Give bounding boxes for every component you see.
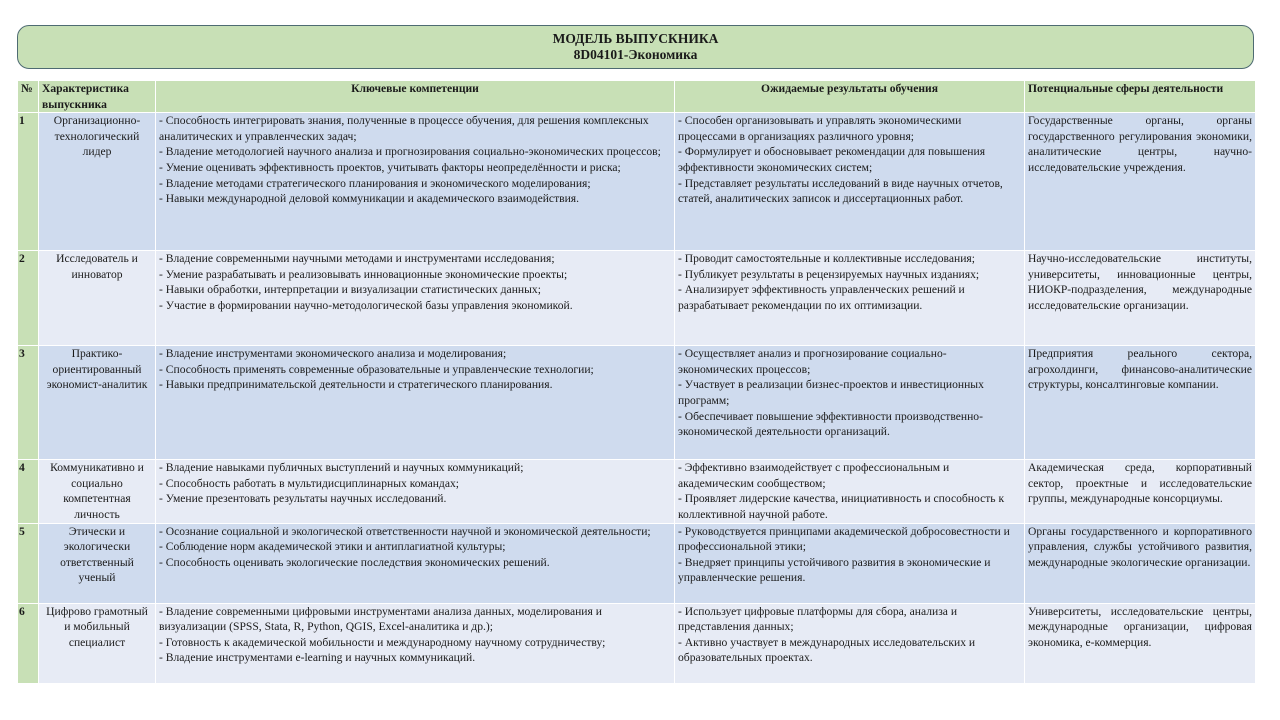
key-competencies: [156, 346, 675, 460]
graduate-characteristic: Коммуникативно и социально компетентная личность: [39, 460, 156, 523]
graduate-characteristic: Этически и экологически ответственный ученый: [39, 523, 156, 603]
table-row: [18, 113, 1256, 251]
header-spheres: Потенциальные сферы деятельности: [1025, 81, 1256, 113]
competency-item: - Владение современными цифровыми инструментами анализа данных, моделирования и визуализации (SPSS, Stata, R, Python, QGIS, Excel-аналитика и др.);: [159, 604, 602, 634]
result-item: - Осуществляет анализ и прогнозирование социально-экономических процессов;: [678, 347, 947, 376]
competency-item: - Умение оценивать эффективность проектов, учитывать факторы неопределённости и риска;: [159, 160, 621, 174]
competency-item: - Соблюдение норм академической этики и антиплагиатной культуры;: [159, 540, 506, 554]
competency-item: - Осознание социальной и экологической ответственности научной и экономической деятельности;: [159, 524, 651, 538]
key-competencies: [156, 251, 675, 346]
activity-spheres: Университеты, исследовательские центры, международные организации, цифровая экономика, е-коммерция.: [1025, 603, 1256, 683]
competency-item: - Владение инструментами экономического анализа и моделирования;: [159, 347, 507, 361]
result-item: - Внедряет принципы устойчивого развития в экономические и управленческие решения.: [678, 555, 991, 585]
result-item: - Представляет результаты исследований в виде научных отчетов, статей, аналитических записок и диссертационных работ.: [678, 176, 1003, 206]
row-number: 1: [18, 113, 39, 251]
slide-title: МОДЕЛЬ ВЫПУСКНИКА: [552, 31, 719, 46]
activity-spheres: Государственные органы, органы государственного регулирования экономики, аналитические центры, научно-исследовательские учреждения.: [1025, 113, 1256, 251]
competency-item: - Владение современными научными методами и инструментами исследования;: [159, 252, 555, 266]
program-code: 8D04101-Экономика: [573, 47, 698, 62]
result-item: - Публикует результаты в рецензируемых научных изданиях;: [678, 267, 980, 281]
table-header-row: [18, 81, 1256, 113]
header-characteristic: Характеристика выпускника: [39, 81, 156, 113]
competency-item: - Способность работать в мультидисциплинарных командах;: [159, 476, 459, 490]
result-item: - Руководствуется принципами академической добросовестности и профессиональной этики;: [678, 524, 1010, 554]
competency-item: - Готовность к академической мобильности и международному научному сотрудничеству;: [159, 635, 606, 649]
competency-item: - Умение презентовать результаты научных исследований.: [159, 492, 447, 506]
graduate-characteristic: Организационно-технологический лидер: [39, 113, 156, 251]
row-number: 4: [18, 460, 39, 523]
competency-item: - Навыки международной деловой коммуникации и академического взаимодействия.: [159, 192, 580, 206]
graduate-model-table: [17, 80, 1256, 684]
header-competencies: Ключевые компетенции: [156, 81, 675, 113]
expected-results: [675, 251, 1025, 346]
competency-item: - Владение инструментами e-learning и научных коммуникаций.: [159, 651, 476, 665]
competency-item: - Владение методологией научного анализа и прогнозирования социально-экономических процессов;: [159, 145, 661, 159]
expected-results: [675, 346, 1025, 460]
result-item: - Активно участвует в международных исследовательских и образовательных проектах.: [678, 635, 976, 665]
expected-results: [675, 460, 1025, 523]
competency-item: - Навыки предпринимательской деятельности и стратегического планирования.: [159, 378, 553, 392]
result-item: - Участвует в реализации бизнес-проектов и инвестиционных программ;: [678, 378, 984, 407]
key-competencies: [156, 603, 675, 683]
header-results: Ожидаемые результаты обучения: [675, 81, 1025, 113]
slide-title-box: [17, 25, 1254, 69]
row-number: 6: [18, 603, 39, 683]
result-item: - Использует цифровые платформы для сбора, анализа и представления данных;: [678, 604, 958, 634]
key-competencies: [156, 460, 675, 523]
activity-spheres: Органы государственного и корпоративного управления, службы устойчивого развития, международные экологические организации.: [1025, 523, 1256, 603]
result-item: - Эффективно взаимодействует с профессиональным и академическим сообществом;: [678, 461, 950, 490]
competency-item: - Владение методами стратегического планирования и экономического моделирования;: [159, 176, 591, 190]
result-item: - Анализирует эффективность управленческих решений и разрабатывает рекомендации по их оптимизации.: [678, 283, 965, 312]
activity-spheres: Научно-исследовательские институты, университеты, инновационные центры, НИОКР-подразделения, международные исследовательские организации.: [1025, 251, 1256, 346]
table-row: [18, 346, 1256, 460]
result-item: - Формулирует и обосновывает рекомендации для повышения эффективности экономических систем;: [678, 145, 986, 174]
graduate-characteristic: Практико-ориентированный экономист-аналитик: [39, 346, 156, 460]
row-number: 5: [18, 523, 39, 603]
activity-spheres: Предприятия реального сектора, агрохолдинги, финансово-аналитические структуры, консалтинговые компании.: [1025, 346, 1256, 460]
table-row: [18, 460, 1256, 523]
key-competencies: [156, 113, 675, 251]
expected-results: [675, 523, 1025, 603]
competency-item: - Способность интегрировать знания, полученные в процессе обучения, для решения комплексных аналитических и управленческих задач;: [159, 114, 649, 143]
expected-results: [675, 113, 1025, 251]
competency-item: - Владение навыками публичных выступлений и научных коммуникаций;: [159, 461, 524, 475]
competency-item: - Навыки обработки, интерпретации и визуализации статистических данных;: [159, 283, 541, 297]
competency-item: - Умение разрабатывать и реализовывать инновационные экономические проекты;: [159, 267, 568, 281]
expected-results: [675, 603, 1025, 683]
competency-item: - Способность применять современные образовательные и управленческие технологии;: [159, 362, 594, 376]
graduate-characteristic: Цифрово грамотный и мобильный специалист: [39, 603, 156, 683]
result-item: - Проводит самостоятельные и коллективные исследования;: [678, 252, 975, 266]
result-item: - Проявляет лидерские качества, инициативность и способность к коллективной научной работе.: [678, 492, 1005, 521]
result-item: - Способен организовывать и управлять экономическими процессами в организациях различного уровня;: [678, 114, 962, 143]
competency-item: - Способность оценивать экологические последствия экономических решений.: [159, 555, 550, 569]
header-num: №: [18, 81, 39, 113]
table-row: [18, 603, 1256, 683]
activity-spheres: Академическая среда, корпоративный сектор, проектные и исследовательские группы, международные консорциумы.: [1025, 460, 1256, 523]
table-row: [18, 251, 1256, 346]
key-competencies: [156, 523, 675, 603]
competency-item: - Участие в формировании научно-методологической базы управления экономикой.: [159, 298, 573, 312]
row-number: 3: [18, 346, 39, 460]
result-item: - Обеспечивает повышение эффективности производственно-экономической деятельности организаций.: [678, 409, 983, 439]
graduate-characteristic: Исследователь и инноватор: [39, 251, 156, 346]
table-row: [18, 523, 1256, 603]
row-number: 2: [18, 251, 39, 346]
